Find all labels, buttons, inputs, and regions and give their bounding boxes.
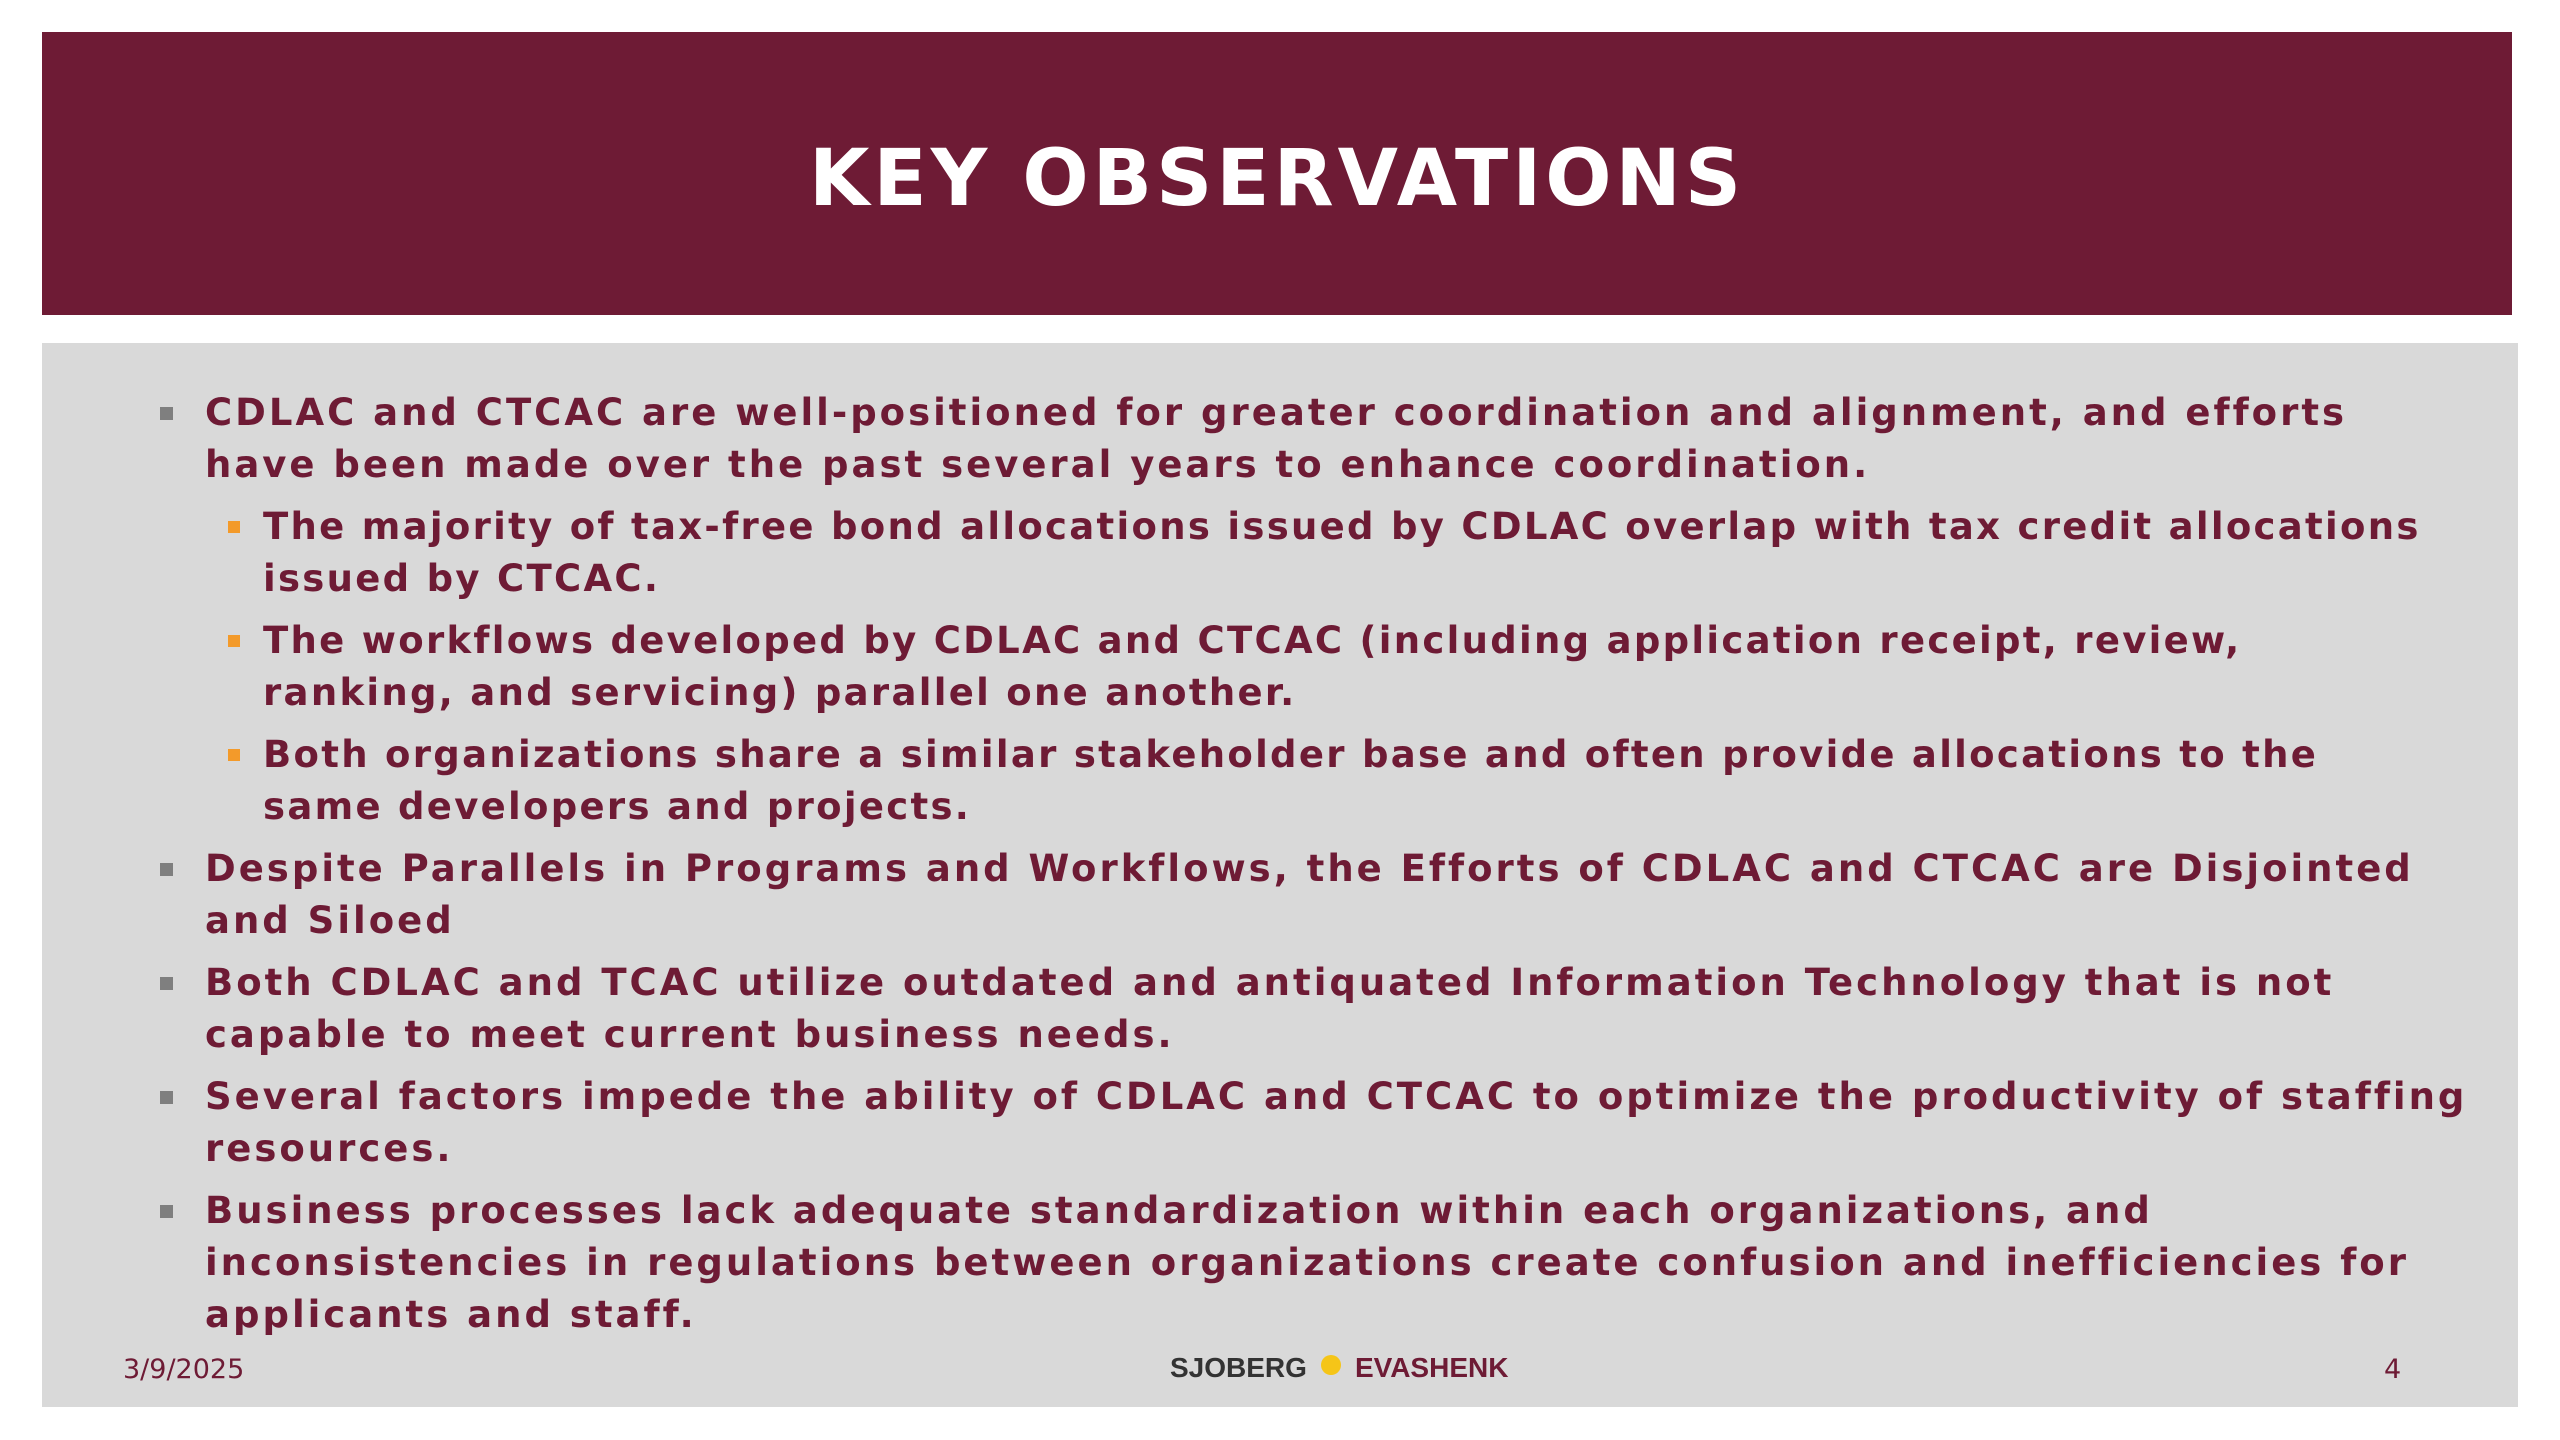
footer-date: 3/9/2025 [123, 1354, 245, 1385]
bullet-item [42, 957, 2475, 1061]
company-logo [1170, 1352, 1508, 1384]
bullet-text: The majority of tax-free bond allocations issued by CDLAC overlap with tax credit allocations issued by CTCAC. [263, 505, 2421, 600]
bullet-text: Several factors impede the ability of CDLAC and CTCAC to optimize the productivity of staffing resources. [205, 1075, 2468, 1170]
title-bar [42, 32, 2512, 315]
bullet-text: Both CDLAC and TCAC utilize outdated and antiquated Information Technology that is not capable to meet current business needs. [205, 961, 2335, 1056]
square-bullet-icon [228, 749, 240, 761]
bullet-text: Business processes lack adequate standardization within each organizations, and inconsistencies in regulations between organizations create confusion and inefficiencies for applicants and staff. [205, 1189, 2409, 1336]
slide-title: KEY OBSERVATIONS [808, 133, 1745, 224]
sub-bullet-item [42, 615, 2433, 719]
sub-bullet-item [42, 729, 2433, 833]
sub-bullet-item [42, 501, 2433, 605]
square-bullet-icon [160, 977, 173, 990]
bullet-item [42, 843, 2475, 947]
content-panel [42, 343, 2518, 1407]
bullet-text: Both organizations share a similar stakeholder base and often provide allocations to the same developers and projects. [263, 733, 2319, 828]
square-bullet-icon [228, 521, 240, 533]
page-number: 4 [2384, 1354, 2402, 1385]
square-bullet-icon [160, 863, 173, 876]
bullet-item [42, 387, 2475, 491]
logo-text-right: EVASHENK [1354, 1352, 1509, 1383]
bullet-text: Despite Parallels in Programs and Workflows, the Efforts of CDLAC and CTCAC are Disjointed and Siloed [205, 847, 2414, 942]
bullet-text: The workflows developed by CDLAC and CTCAC (including application receipt, review, ranking, and servicing) parallel one another. [263, 619, 2242, 714]
bullet-text: CDLAC and CTCAC are well-positioned for greater coordination and alignment, and efforts have been made over the past several years to enhance coordination. [205, 391, 2348, 486]
square-bullet-icon [160, 1205, 173, 1218]
bullet-item [42, 1185, 2475, 1341]
sun-icon [1321, 1355, 1341, 1375]
square-bullet-icon [228, 635, 240, 647]
logo-text-left: SJOBERG [1170, 1352, 1307, 1383]
square-bullet-icon [160, 1091, 173, 1104]
bullet-list [42, 387, 2518, 1351]
bullet-item [42, 1071, 2475, 1175]
square-bullet-icon [160, 407, 173, 420]
